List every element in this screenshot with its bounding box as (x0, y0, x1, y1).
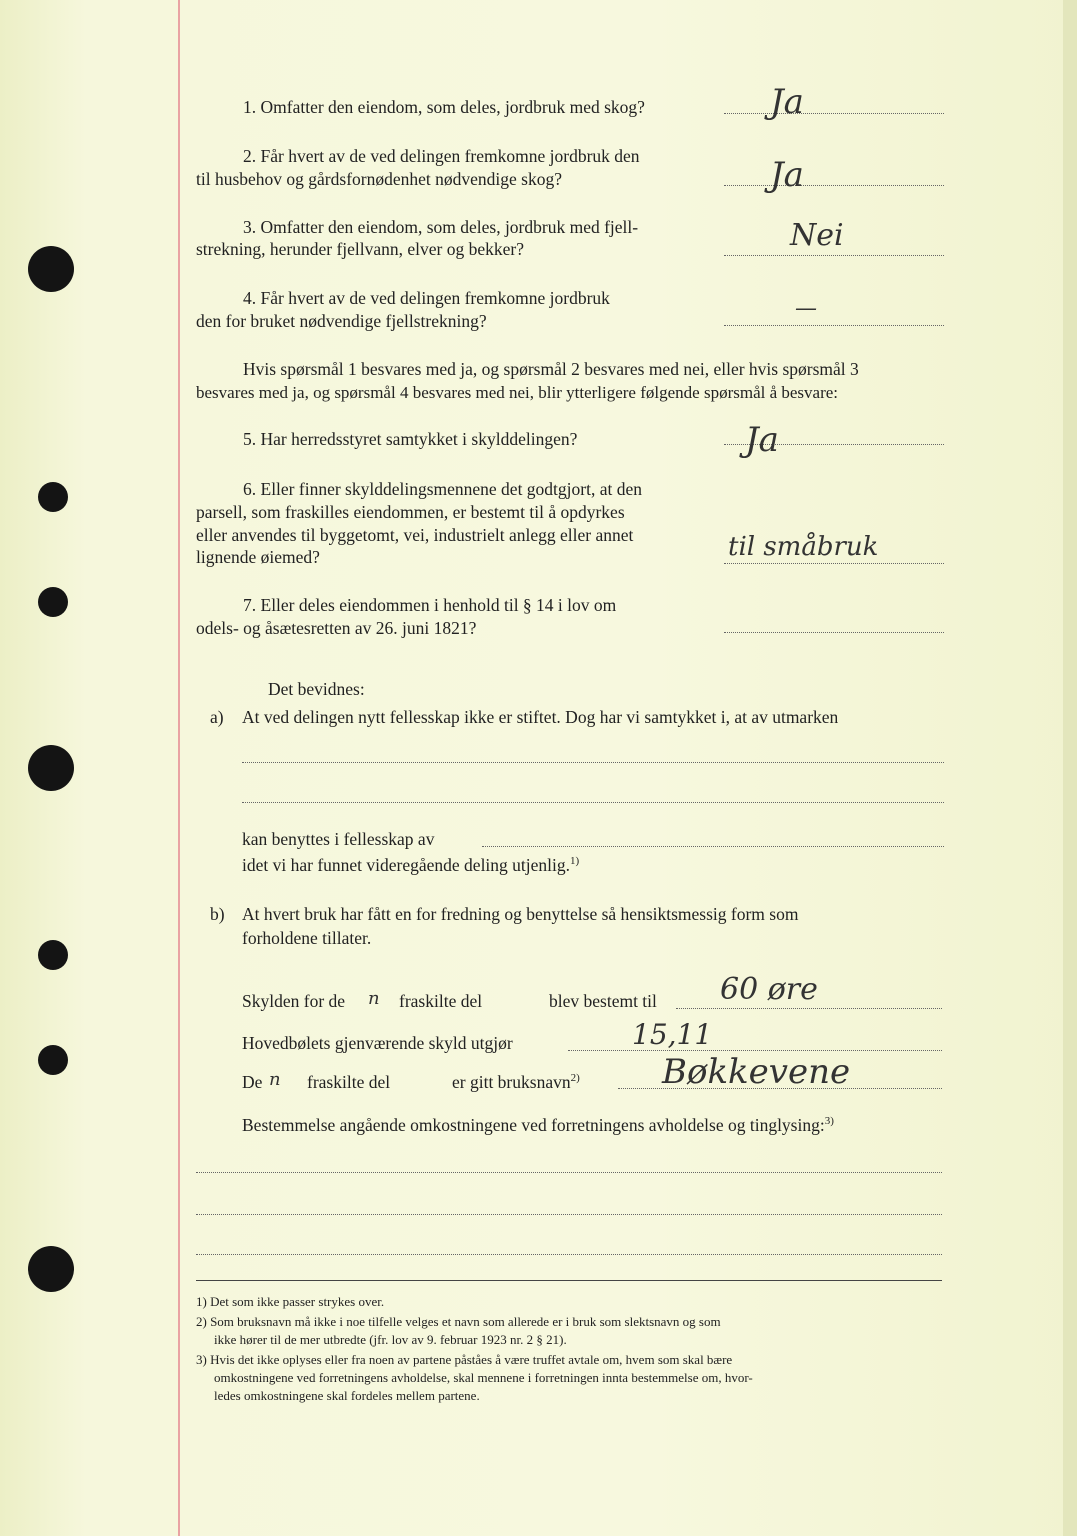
fill-line (196, 1214, 942, 1215)
skyld-label-1: Skylden for de (242, 991, 346, 1011)
answer-3: Nei (790, 218, 844, 253)
punch-hole (28, 745, 74, 791)
answer-line (724, 113, 944, 114)
skyld-label-2: fraskilte del (399, 991, 483, 1011)
answer-6: til småbruk (728, 532, 879, 562)
footnote-3-line1: 3) Hvis det ikke oplyses eller fra noen av partene påståes å være truffet avtale om, hvem som skal bære (196, 1352, 733, 1367)
question-4-line1: 4. Får hvert av de ved delingen fremkomne jordbruk (243, 288, 610, 308)
item-a-text: At ved delingen nytt fellesskap ikke er stiftet. Dog har vi samtykket i, at av utmarken (242, 707, 839, 727)
name-handwritten-n: n (269, 1069, 281, 1090)
page-edge (1063, 0, 1077, 1536)
punch-hole (28, 1246, 74, 1292)
footnote-ref: 1) (570, 855, 580, 868)
name-label-3 (452, 1071, 580, 1093)
answer-4: — (795, 296, 817, 321)
question-6-line4: lignende øiemed? (196, 547, 320, 567)
item-a-label: a) (210, 707, 224, 727)
answer-line (724, 255, 944, 256)
question-6-line2: parsell, som fraskilles eiendommen, er bestemt til å opdyrkes (196, 502, 625, 522)
footnote-ref: 2) (570, 1072, 580, 1085)
footnote-rule (196, 1280, 942, 1281)
name-label-1: De (242, 1072, 263, 1092)
fill-line (242, 762, 944, 763)
item-a-reason (242, 854, 579, 876)
margin-line (178, 0, 180, 1536)
answer-line (724, 563, 944, 564)
fill-line (242, 802, 944, 803)
footnote-2-line1: 2) Som bruksnavn må ikke i noe tilfelle velges et navn som allerede er i bruk som slektsnavn og som (196, 1314, 721, 1329)
fill-line (482, 846, 944, 847)
cost-label (242, 1114, 834, 1136)
condition-line1: Hvis spørsmål 1 besvares med ja, og spørsmål 2 besvares med nei, eller hvis spørsmål 3 (243, 359, 859, 379)
fill-line (196, 1172, 942, 1173)
answer-2: Ja (770, 155, 804, 195)
punch-hole (38, 587, 68, 617)
item-b-label: b) (210, 904, 225, 924)
condition-line2: besvares med ja, og spørsmål 4 besvares med nei, blir ytterligere følgende spørsmål å besvare: (196, 383, 839, 402)
cost-label-text: Bestemmelse angående omkostningene ved forretningens avholdelse og tinglysing: (242, 1115, 825, 1135)
item-a-reason-text: idet vi har funnet videregående deling utjenlig. (242, 855, 571, 875)
question-4-line2: den for bruket nødvendige fjellstrekning? (196, 311, 487, 331)
answer-line (724, 325, 944, 326)
footnote-2-line2: ikke hører til de mer utbredte (jfr. lov av 9. februar 1923 nr. 2 § 21). (214, 1332, 567, 1347)
item-b-line1: At hvert bruk har fått en for fredning og benyttelse så hensiktsmessig form som (242, 904, 799, 924)
answer-line (724, 185, 944, 186)
question-1: 1. Omfatter den eiendom, som deles, jordbruk med skog? (243, 97, 645, 117)
question-5: 5. Har herredsstyret samtykket i skylddelingen? (243, 429, 578, 449)
question-6-line3: eller anvendes til byggetomt, vei, industrielt anlegg eller annet (196, 525, 634, 545)
name-label-2: fraskilte del (307, 1072, 391, 1092)
answer-line (724, 632, 944, 633)
answer-1: Ja (770, 82, 804, 122)
question-6-line1: 6. Eller finner skylddelingsmennene det godtgjort, at den (243, 479, 642, 499)
question-2-line2: til husbehov og gårdsfornødenhet nødvendige skog? (196, 169, 562, 189)
name-label-3-text: er gitt bruksnavn (452, 1072, 571, 1092)
question-7-line2: odels- og åsætesretten av 26. juni 1821? (196, 618, 477, 638)
punch-hole (38, 482, 68, 512)
item-a-common: kan benyttes i fellesskap av (242, 829, 435, 849)
footnote-ref: 3) (824, 1115, 834, 1128)
skyld-label-3: blev bestemt til (549, 991, 657, 1011)
item-b-line2: forholdene tillater. (242, 928, 372, 948)
punch-hole (38, 1045, 68, 1075)
punch-hole (38, 940, 68, 970)
question-3-line2: strekning, herunder fjellvann, elver og bekker? (196, 239, 524, 259)
question-7-line1: 7. Eller deles eiendommen i henhold til § 14 i lov om (243, 595, 617, 615)
question-3-line1: 3. Omfatter den eiendom, som deles, jordbruk med fjell- (243, 217, 639, 237)
question-2-line1: 2. Får hvert av de ved delingen fremkomne jordbruk den (243, 146, 640, 166)
answer-5: Ja (745, 420, 779, 460)
hoved-value: 15,11 (632, 1018, 713, 1051)
footnote-1: 1) Det som ikke passer strykes over. (196, 1294, 385, 1309)
fill-line (676, 1008, 942, 1009)
name-value: Bøkkevene (662, 1052, 851, 1092)
skyld-value: 60 øre (720, 972, 818, 1007)
fill-line (196, 1254, 942, 1255)
fill-line (568, 1050, 942, 1051)
certification-heading: Det bevidnes: (268, 679, 365, 699)
footnote-3-line2: omkostningene ved forretningens avholdelse, skal mennene i forretningen innta bestemmelse om, hvor- (214, 1370, 753, 1385)
skyld-handwritten-n: n (368, 988, 380, 1009)
footnote-3-line3: ledes omkostningene skal fordeles mellem partene. (214, 1388, 480, 1403)
hoved-label: Hovedbølets gjenværende skyld utgjør (242, 1033, 513, 1053)
punch-hole (28, 246, 74, 292)
